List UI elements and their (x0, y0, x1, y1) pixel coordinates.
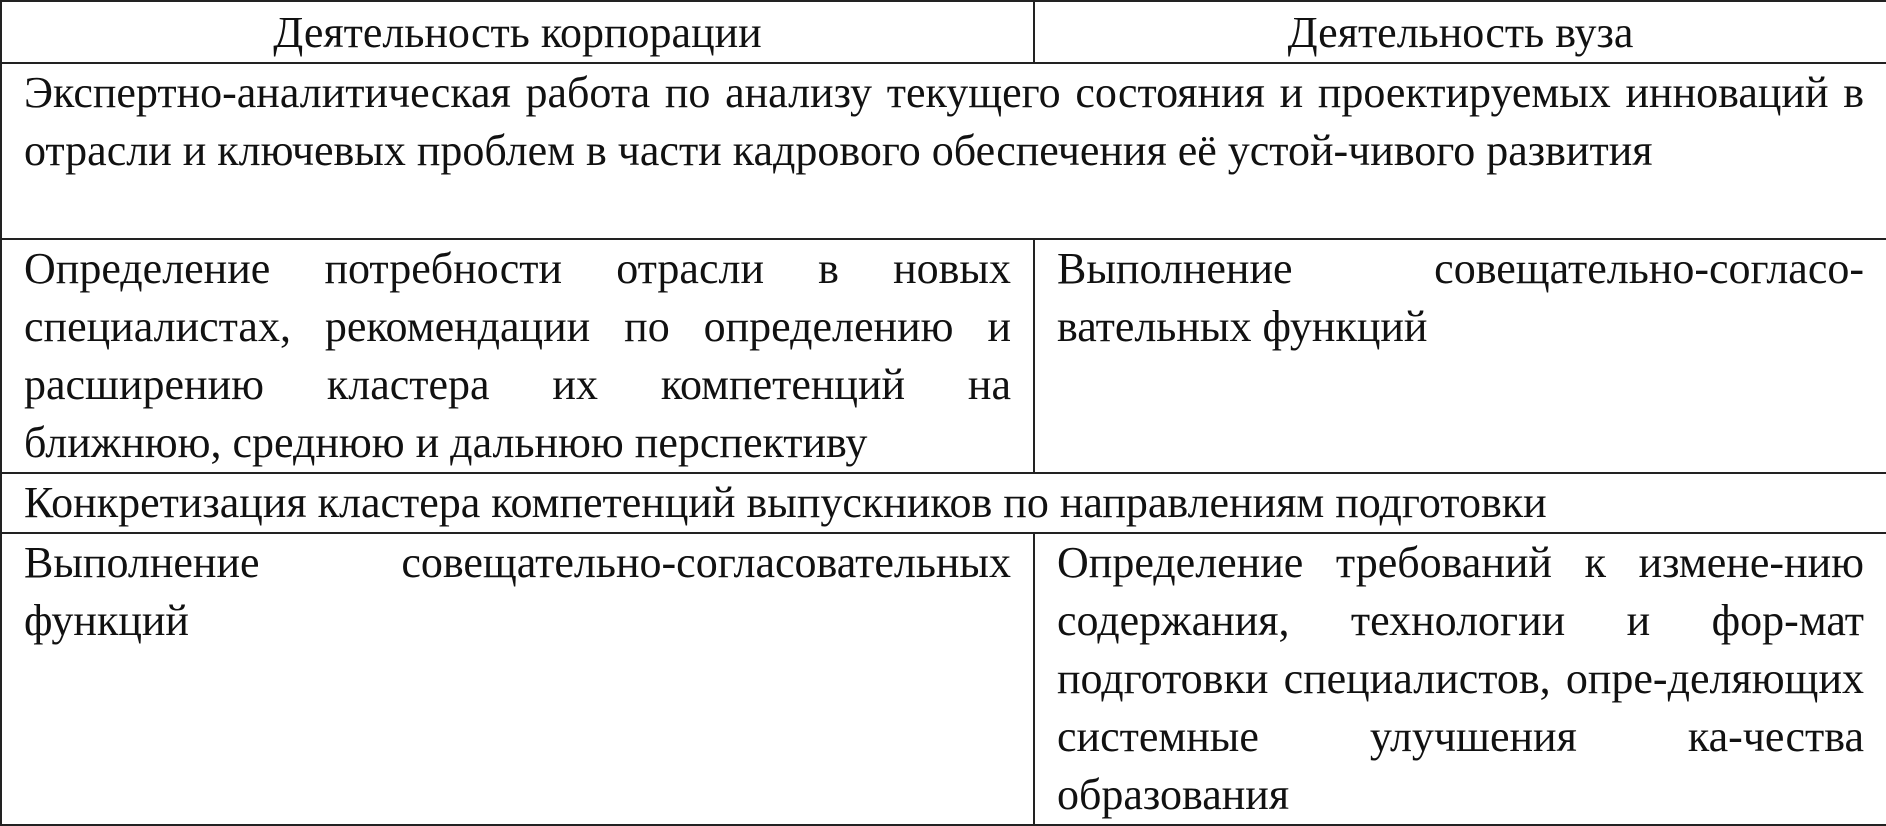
university-cell-requirements: Определение требований к измене-нию содержания, технологии и фор-мат подготовки специалистов, опре-деляющих системные улучшения ка-чества образования (1034, 533, 1886, 825)
table-row (1, 473, 1886, 533)
corporation-cell-advisory: Выполнение совещательно-согласовательных функций (1, 533, 1034, 825)
header-university: Деятельность вуза (1034, 1, 1886, 63)
table-header-row (1, 1, 1886, 63)
header-corporation: Деятельность корпорации (1, 1, 1034, 63)
joint-activity-expert-analysis: Экспертно-аналитическая работа по анализу текущего состояния и проектируемых инноваций в отрасли и ключевых проблем в части кадрового обеспечения её устой-чивого развития (1, 63, 1886, 239)
joint-activity-competency-cluster: Конкретизация кластера компетенций выпускников по направлениям подготовки (1, 473, 1886, 533)
university-cell-advisory: Выполнение совещательно-согласо-вательных функций (1034, 239, 1886, 473)
corporation-cell-demand: Определение потребности отрасли в новых специалистах, рекомендации по определению и расширению кластера их компетенций на ближнюю, среднюю и дальнюю перспективу (1, 239, 1034, 473)
table-row (1, 63, 1886, 239)
table-row (1, 239, 1886, 473)
table-row (1, 533, 1886, 825)
